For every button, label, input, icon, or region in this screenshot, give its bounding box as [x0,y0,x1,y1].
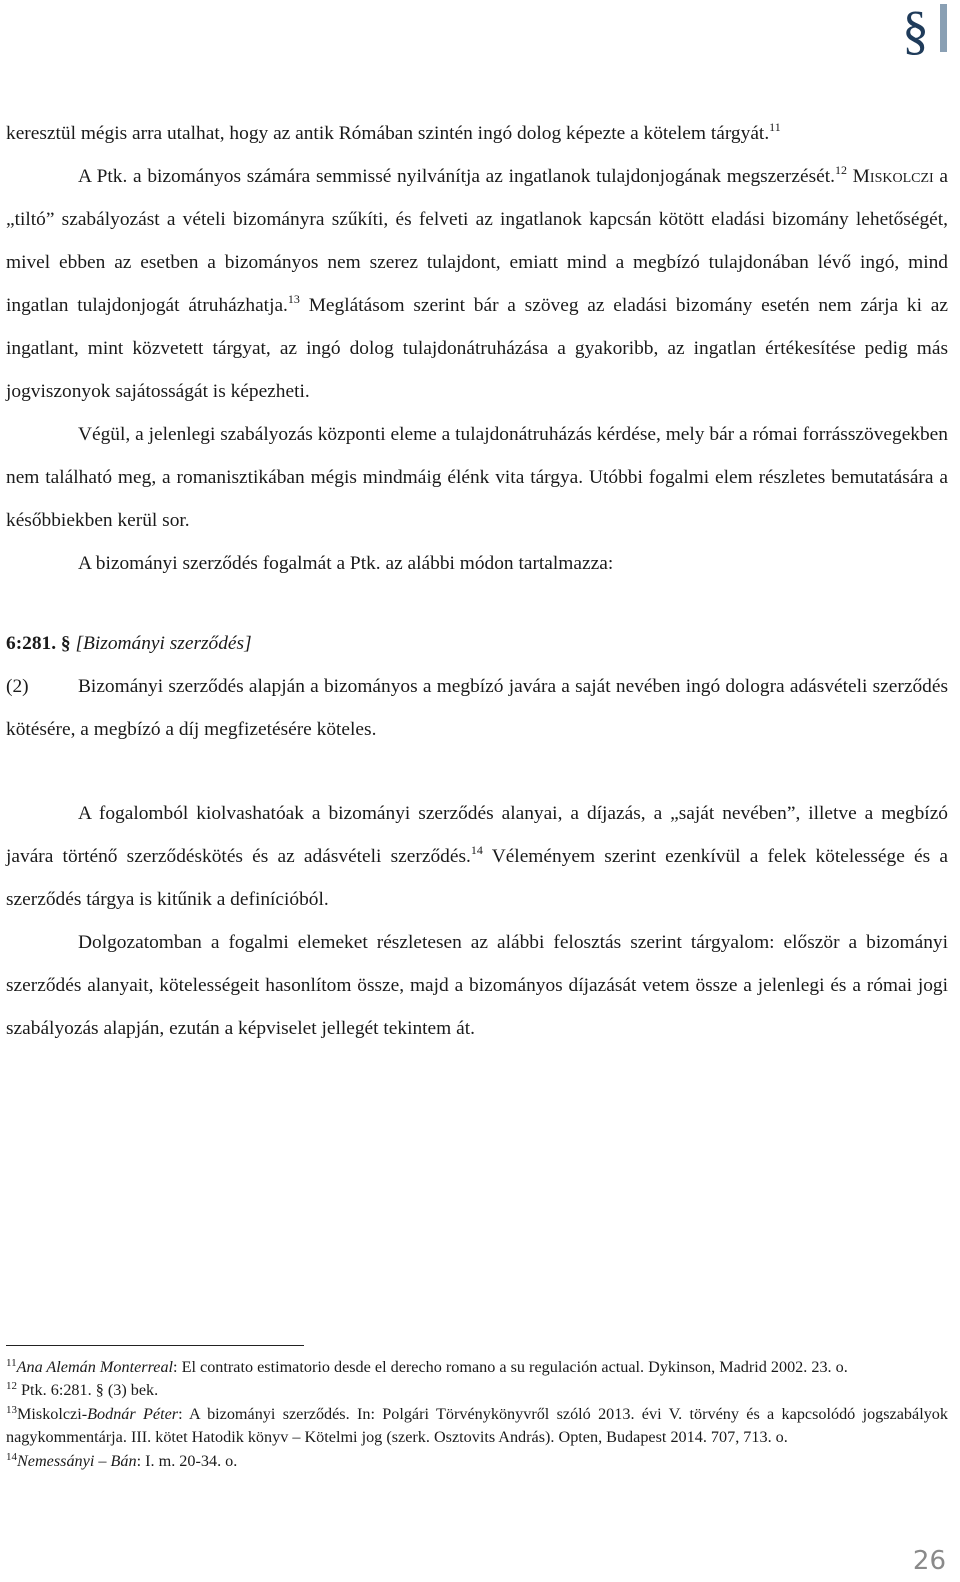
paragraph-3: Végül, a jelenlegi szabályozás központi eleme a tulajdonátruházás kérdése, mely bár a római forrásszövegekben nem található meg, a romanisztikában mégis mindmáig élénk vita tárgya. Utóbbi fogalmi elem részletes bemutatására a későbbiekben kerül sor. [6,424,948,531]
statute-title: [Bizományi szerződés] [75,633,252,654]
paragraph-5: A fogalomból kiolvashatóak a bizományi szerződés alanyai, a díjazás, a „saját nevében”, illetve a megbízó javára történő szerződéskötés és az adásvételi szerződés.$^{14}$ Véleményem szerint ezenkívül a felek kötelessége és a szerződés tárgya is kitűnik a definícióból. [6,803,948,910]
footnote-12: $^{12}$ Ptk. 6:281. § (3) bek. [6,1380,159,1400]
footnote-ref-13[interactable]: 13 [287,292,300,306]
paragraph-6: Dolgozatomban a fogalmi elemeket részletesen az alábbi felosztás szerint tárgyalom: először a bizományi szerződés alanyait, kötelességeit hasonlítom össze, majd a bizományos díjazását vetem össze a jelenlegi és a római jogi szabályozás alapján, ezután a képviselet jellegét tekintem át. [6,932,948,1039]
footnote-ref-11[interactable]: 11 [769,120,781,134]
statute-heading [6,622,948,665]
footnote-ref-14[interactable]: 14 [470,843,483,857]
footnotes [6,1356,948,1473]
paragraph-2: A Ptk. a bizományos számára semmissé nyilvánítja az ingatlanok tulajdonjogának megszerzését.$^{12}$ Miskolczi a „tiltó” szabályozást a vételi bizományra szűkíti, és felveti az ingatlanok kapcsán kötött eladási bizomány lehetőségét, mivel ebben az esetben a bizományos nem szerez tulajdont, emiatt mind a megbízó tulajdonában lévő ingó, mind ingatlan tulajdonjogát átruházhatja.$^{13}$ Meglátásom szerint bár a szöveg az eladási bizomány esetén nem zárja ki az ingatlant, mint közvetett tárgyat, az ingó dolog tulajdonátruházása a gyakoribb, az ingatlan értékesítése pedig más jogviszonyok sajátosságát is képezheti. [6,163,948,402]
footnote-13: $^{13}$Miskolczi-Bodnár Péter: A bizományi szerződés. In: Polgári Törvénykönyvről szóló 2013. évi V. törvény és a kapcsolódó jogszabályok nagykommentárja. III. kötet Hatodik könyv – Kötelmi jog (szerk. Osztovits András). Opten, Budapest 2014. 707, 713. o. [6,1403,948,1447]
statute-paragraph: (2) Bizományi szerződés alapján a bizományos a megbízó javára a saját nevében ingó dologra adásvételi szerződés kötésére, a megbízó a díj megfizetésére köteles. [6,665,948,751]
footnote-11: $^{11}$Ana Alemán Monterreal: El contrato estimatorio desde el derecho romano a su regulación actual. Dykinson, Madrid 2002. 23. o. [6,1357,848,1376]
paragraph-1: keresztül mégis arra utalhat, hogy az antik Rómában szintén ingó dolog képezte a kötelem tárgyát.$^{11}$ [6,120,781,144]
author-name: Miskolczi [852,166,934,187]
document-body [6,112,948,1050]
footnote-14: $^{14}$Nemessányi – Bán: I. m. 20-34. o. [6,1450,238,1470]
statute-paragraph-number: (2) [6,676,29,697]
section-sign-logo [898,0,954,58]
page-number: 26 [912,1546,946,1576]
footnote-ref-12[interactable]: 12 [834,163,847,177]
paragraph-4: A bizományi szerződés fogalmát a Ptk. az alábbi módon tartalmazza: [78,553,614,574]
statute-number: 6:281. § [6,633,71,654]
svg-text:§: § [902,0,929,58]
footnote-separator [6,1345,304,1346]
